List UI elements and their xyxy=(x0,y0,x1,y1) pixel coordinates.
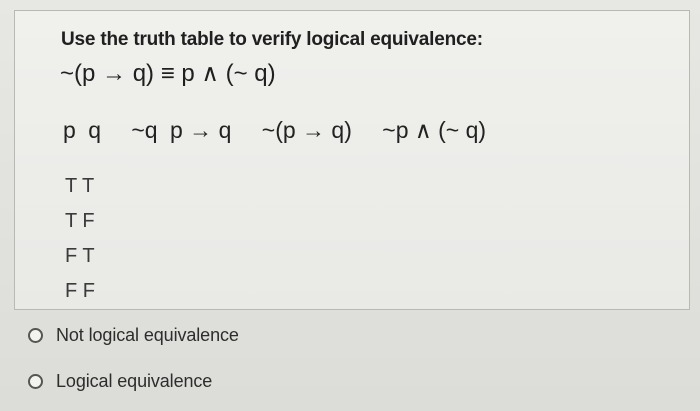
question-title: Use the truth table to verify logical equivalence: xyxy=(61,29,483,50)
header-q: q xyxy=(88,117,101,143)
header-not-p-and-not-q: ~p ∧ (~ q) xyxy=(382,117,487,143)
radio-icon[interactable] xyxy=(28,328,43,343)
answer-options xyxy=(28,318,358,410)
option-label: Not logical equivalence xyxy=(56,324,239,345)
table-row: T T xyxy=(65,175,95,197)
option-logical-equivalence[interactable] xyxy=(28,364,358,398)
truth-table-headers xyxy=(63,117,492,144)
option-not-logical-equivalence[interactable] xyxy=(28,318,358,352)
truth-table-rows xyxy=(65,171,95,311)
header-not-p-implies-q: ~(p → q) xyxy=(261,117,352,143)
option-label: Logical equivalence xyxy=(56,370,213,391)
table-row: T F xyxy=(65,210,95,232)
question-card xyxy=(14,10,690,310)
table-row: F T xyxy=(65,245,95,267)
radio-icon[interactable] xyxy=(28,374,43,389)
header-p: p xyxy=(63,117,76,143)
table-row: F F xyxy=(65,280,95,302)
header-not-q: ~q xyxy=(131,117,158,143)
header-p-implies-q: p → q xyxy=(170,117,232,143)
logical-equation: ~(p → q) ≡ p ∧ (~ q) xyxy=(60,60,276,87)
